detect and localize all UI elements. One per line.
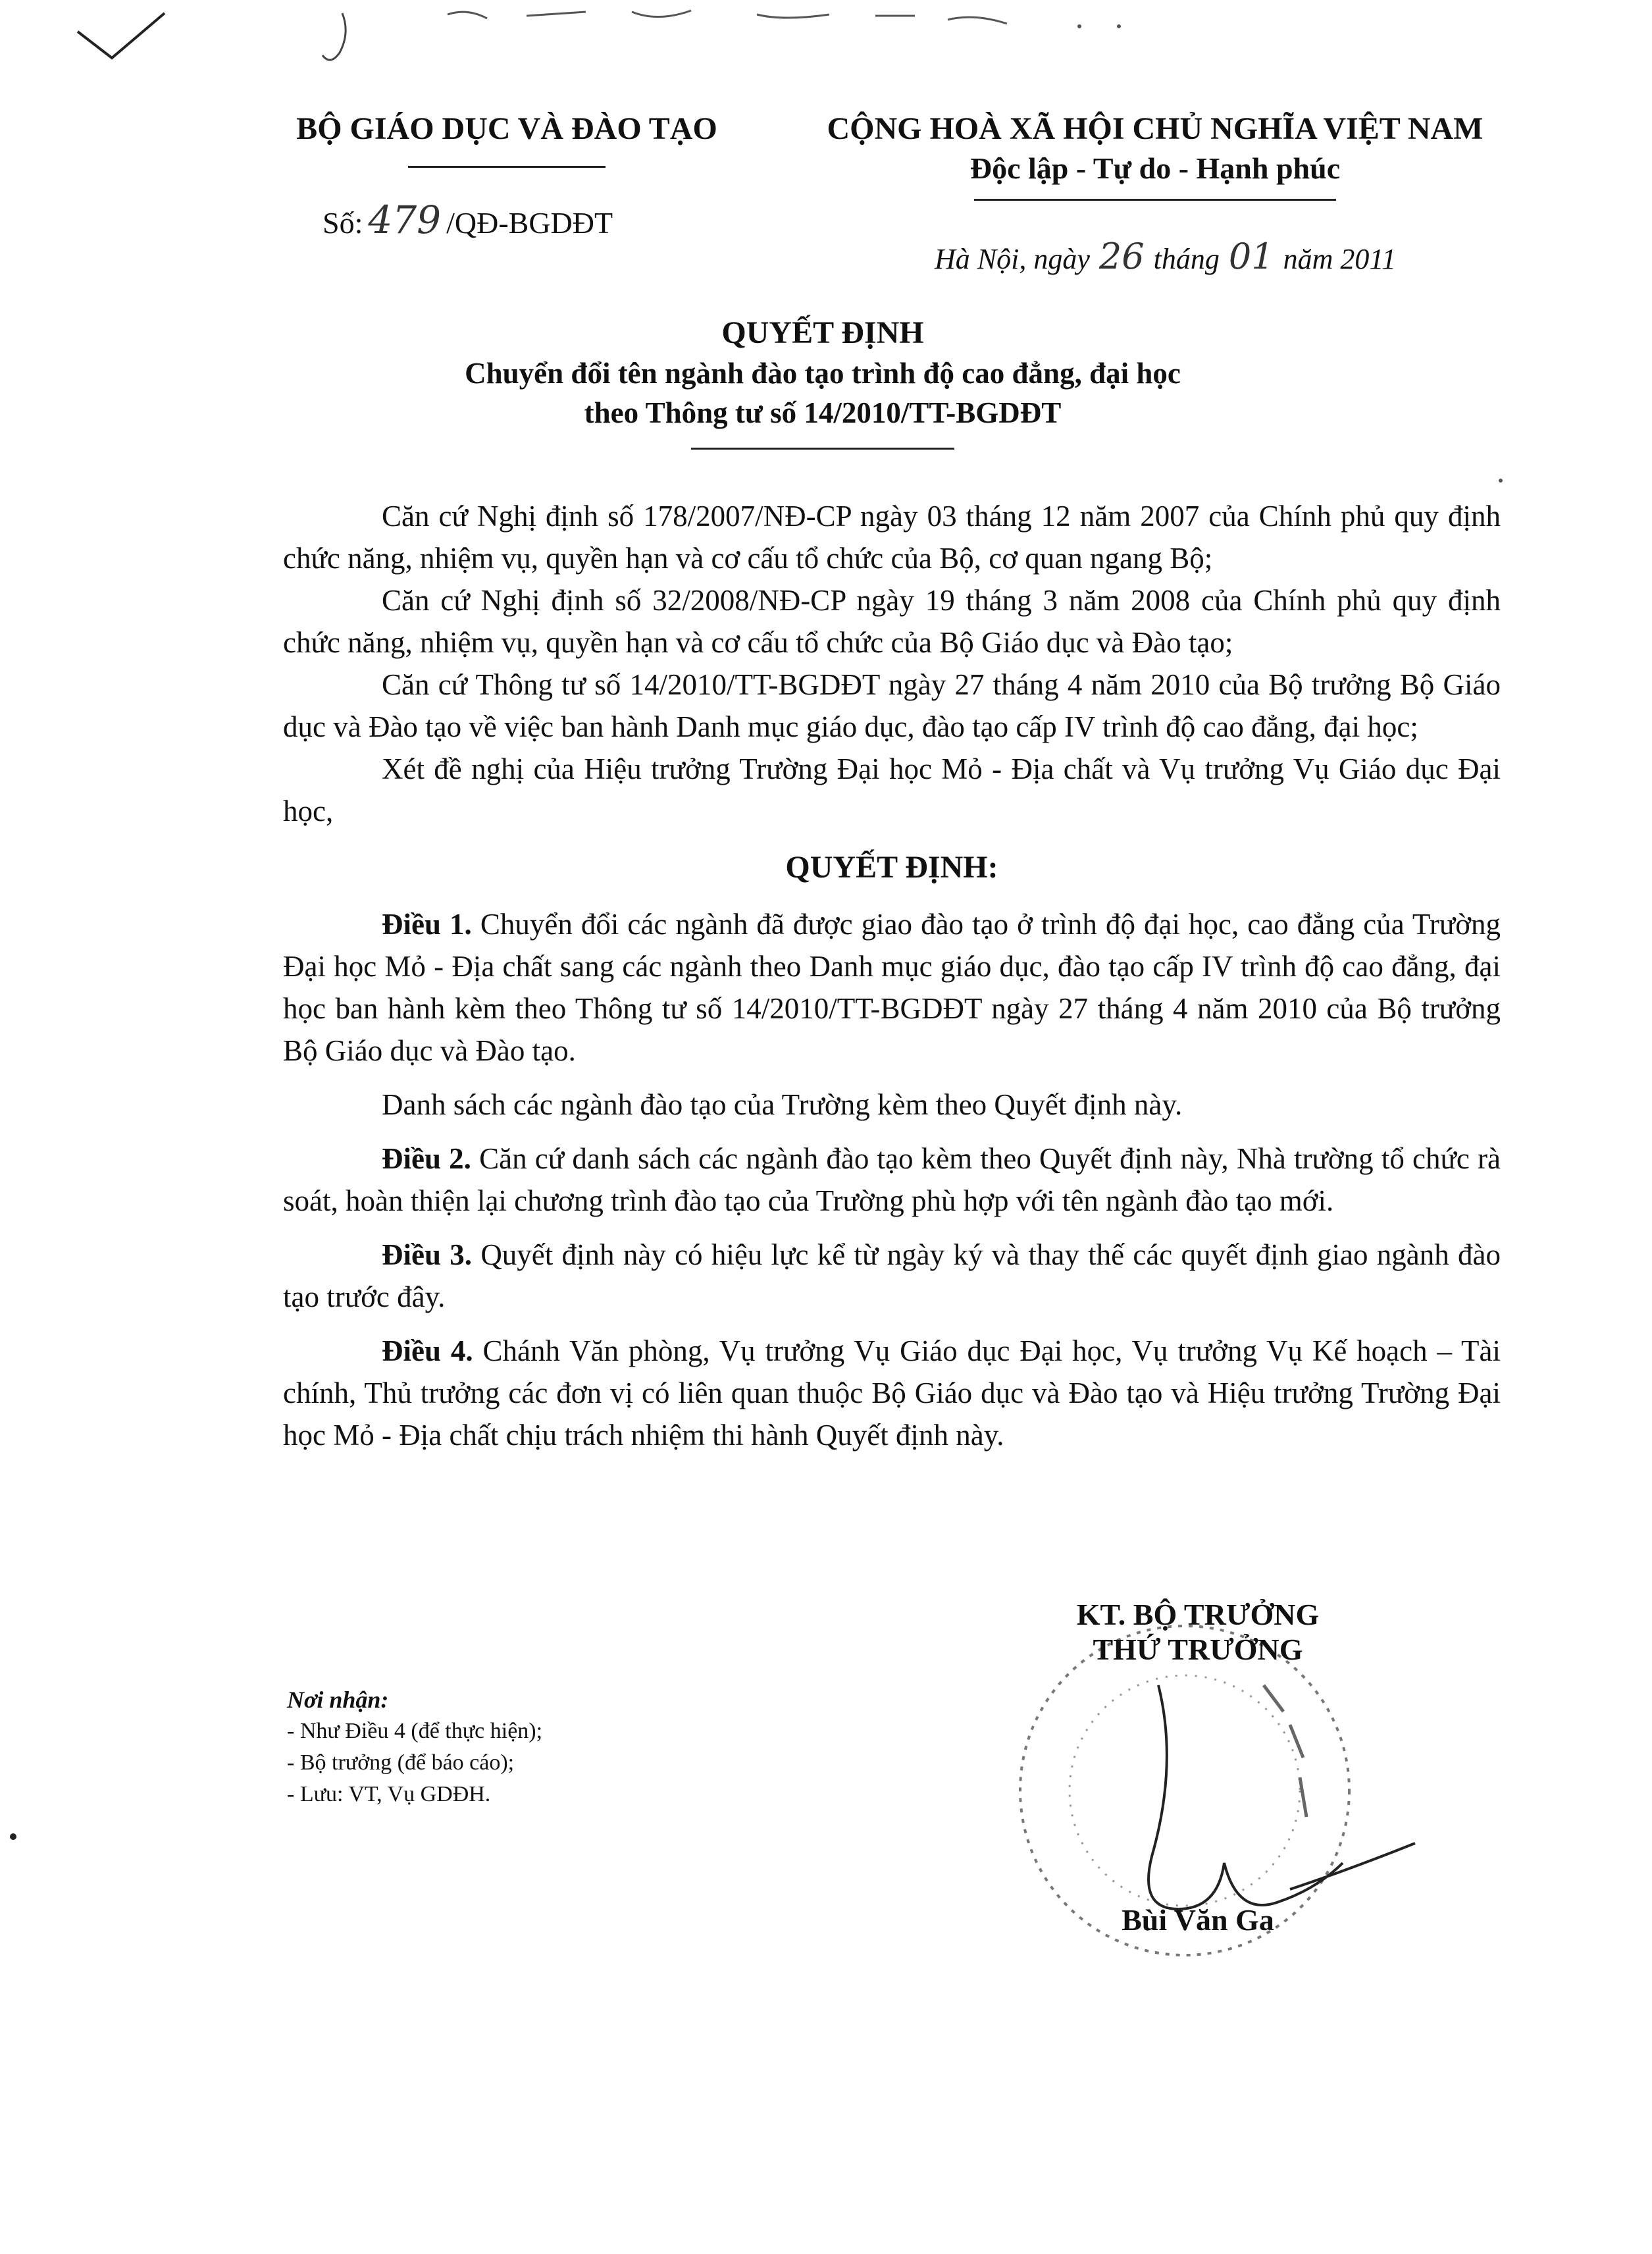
country-name: CỘNG HOÀ XÃ HỘI CHỦ NGHĨA VIỆT NAM [827, 111, 1484, 146]
scribble-mark [323, 13, 346, 60]
national-header-block [777, 111, 1534, 186]
recipient-item: - Lưu: VT, Vụ GDĐH. [287, 1782, 491, 1806]
proposal-basis: Xét đề nghị của Hiệu trưởng Trường Đại học Mỏ - Địa chất và Vụ trưởng Vụ Giáo dục Đại học, [283, 752, 1501, 827]
recipients-title: Nơi nhận: [287, 1687, 389, 1713]
issue-date [935, 236, 1396, 277]
article-2-label: Điều 2. [382, 1142, 471, 1175]
article-4-label: Điều 4. [382, 1334, 473, 1367]
signature-space [1027, 1667, 1369, 1897]
recipient-item: - Bộ trưởng (để báo cáo); [287, 1750, 515, 1775]
document-number [323, 197, 613, 242]
issuing-authority: BỘ GIÁO DỤC VÀ ĐÀO TẠO [296, 111, 717, 146]
number-handwritten: 479 [368, 197, 442, 242]
signer-name: Bùi Văn Ga [1122, 1903, 1274, 1937]
legal-basis-3: Căn cứ Thông tư số 14/2010/TT-BGDĐT ngày 27 tháng 4 năm 2010 của Bộ trưởng Bộ Giáo dục và Đào tạo về việc ban hành Danh mục giáo dục, đào tạo cấp IV trình độ cao đẳng, đại học; [283, 668, 1501, 743]
date-month: 01 [1228, 236, 1274, 277]
number-suffix: /QĐ-BGDĐT [446, 206, 613, 240]
motto-underline [974, 199, 1336, 201]
signer-position: THỨ TRƯỞNG [1093, 1633, 1303, 1666]
article-1 [283, 903, 1501, 1072]
date-place-day: Hà Nội, ngày [935, 243, 1090, 275]
article-1-note: Danh sách các ngành đào tạo của Trường kèm theo Quyết định này. [382, 1088, 1183, 1121]
document-subject-line-1: Chuyển đổi tên ngành đào tạo trình độ cao đẳng, đại học [465, 357, 1181, 390]
document-type: QUYẾT ĐỊNH [721, 315, 924, 350]
article-2-text: Căn cứ danh sách các ngành đào tạo kèm theo Quyết định này, Nhà trường tổ chức rà soát, hoàn thiện lại chương trình đào tạo của Trường phù hợp với tên ngành đào tạo mới. [283, 1142, 1501, 1217]
authority-underline [408, 166, 606, 168]
title-underline [691, 448, 954, 450]
document-title-block [395, 315, 1251, 430]
checkmark-icon [78, 13, 165, 58]
document-subject-line-2: theo Thông tư số 14/2010/TT-BGDĐT [584, 396, 1062, 429]
document-body [283, 495, 1501, 1456]
issuing-authority-block [250, 111, 763, 147]
article-1-text: Chuyển đổi các ngành đã được giao đào tạo ở trình độ đại học, cao đẳng của Trường Đại học Mỏ - Địa chất sang các ngành theo Danh mục giáo dục, đào tạo cấp IV trình độ cao đẳng, đại học ban hành kèm theo Thông tư số 14/2010/TT-BGDĐT ngày 27 tháng 4 năm 2010 của Bộ trưởng Bộ Giáo dục và Đào tạo. [283, 908, 1501, 1067]
signer-authority: KT. BỘ TRƯỞNG [1076, 1598, 1320, 1631]
article-4-text: Chánh Văn phòng, Vụ trưởng Vụ Giáo dục Đại học, Vụ trưởng Vụ Kế hoạch – Tài chính, Thủ trưởng các đơn vị có liên quan thuộc Bộ Giáo dục và Đào tạo và Hiệu trưởng Trường Đại học Mỏ - Địa chất chịu trách nhiệm thi hành Quyết định này. [283, 1334, 1501, 1452]
article-1-label: Điều 1. [382, 908, 472, 941]
national-motto: Độc lập - Tự do - Hạnh phúc [969, 151, 1341, 185]
scribble-note [448, 11, 1007, 24]
article-3-text: Quyết định này có hiệu lực kể từ ngày ký và thay thế các quyết định giao ngành đào tạo trước đây. [283, 1238, 1501, 1313]
decision-heading: QUYẾT ĐỊNH: [785, 850, 998, 885]
number-prefix: Số: [323, 206, 363, 240]
signature-block [1027, 1597, 1369, 1937]
article-3-label: Điều 3. [382, 1238, 473, 1271]
date-day: 26 [1098, 236, 1145, 277]
article-2 [283, 1138, 1501, 1222]
legal-basis-2: Căn cứ Nghị định số 32/2008/NĐ-CP ngày 19 tháng 3 năm 2008 của Chính phủ quy định chức năng, nhiệm vụ, quyền hạn và cơ cấu tổ chức của Bộ Giáo dục và Đào tạo; [283, 584, 1501, 659]
date-year: năm 2011 [1283, 243, 1397, 275]
recipient-item: - Như Điều 4 (để thực hiện); [287, 1719, 543, 1743]
recipients-block [287, 1684, 748, 1810]
article-3 [283, 1234, 1501, 1318]
article-4 [283, 1330, 1501, 1456]
legal-basis-1: Căn cứ Nghị định số 178/2007/NĐ-CP ngày 03 tháng 12 năm 2007 của Chính phủ quy định chức năng, nhiệm vụ, quyền hạn và cơ cấu tổ chức của Bộ, cơ quan ngang Bộ; [283, 500, 1501, 575]
date-month-label: tháng [1153, 243, 1220, 275]
